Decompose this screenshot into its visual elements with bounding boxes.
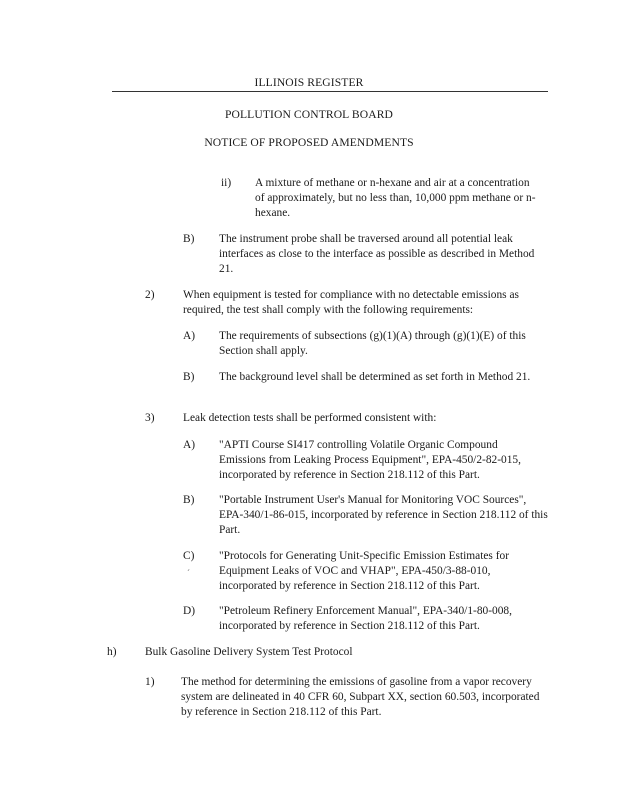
item-text-h: Bulk Gasoline Delivery System Test Protocol bbox=[145, 646, 353, 658]
item-label-h1: 1) bbox=[145, 676, 155, 688]
register-title: ILLINOIS REGISTER bbox=[254, 76, 364, 89]
item-label-h: h) bbox=[107, 646, 117, 658]
item-label-ii: ii) bbox=[221, 177, 232, 189]
item-label-3: 3) bbox=[145, 412, 155, 424]
item-text-3B: "Portable Instrument User's Manual for Monitoring VOC Sources", EPA-340/1-86-015, incorporated by reference in Section 218.112 of this Part. bbox=[219, 494, 548, 536]
item-text-2: When equipment is tested for compliance with no detectable emissions as required, the test shall comply with the following requirements: bbox=[183, 289, 519, 316]
item-label-B-probe: B) bbox=[183, 233, 195, 245]
item-label-2A: A) bbox=[183, 330, 196, 342]
stray-mark: ´ bbox=[187, 568, 190, 578]
header-rule-right bbox=[482, 91, 548, 92]
item-label-2: 2) bbox=[145, 289, 155, 301]
item-text-2B: The background level shall be determined as set forth in Method 21. bbox=[219, 371, 531, 383]
board-title: POLLUTION CONTROL BOARD bbox=[224, 108, 394, 121]
item-text-3: Leak detection tests shall be performed consistent with: bbox=[183, 412, 437, 424]
item-text-3A: "APTI Course SI417 controlling Volatile Organic Compound Emissions from Leaking Process Equipment", EPA-450/2-82-015, incorporated by reference in Section 218.112 of this Part. bbox=[219, 439, 521, 481]
item-text-B-probe: The instrument probe shall be traversed around all potential leak interfaces as close to the interface as possible as described in Method 21. bbox=[219, 233, 535, 275]
notice-title: NOTICE OF PROPOSED AMENDMENTS bbox=[204, 136, 414, 149]
item-label-3D: D) bbox=[183, 605, 196, 617]
item-label-3C: C) bbox=[183, 550, 195, 562]
item-text-3D: "Petroleum Refinery Enforcement Manual", EPA-340/1-80-008, incorporated by reference in Section 218.112 of this Part. bbox=[219, 605, 512, 632]
item-text-3C: "Protocols for Generating Unit-Specific Emission Estimates for Equipment Leaks of VOC and VHAP", EPA-450/3-88-010, incorporated by reference in Section 218.112 of this Part. bbox=[219, 550, 509, 592]
header-rule-left bbox=[112, 91, 482, 92]
item-text-ii: A mixture of methane or n-hexane and air at a concentration of approximately, but no less than, 10,000 ppm methane or n-hexane. bbox=[255, 177, 536, 219]
item-text-2A: The requirements of subsections (g)(1)(A) through (g)(1)(E) of this Section shall apply. bbox=[219, 330, 526, 357]
item-label-3B: B) bbox=[183, 494, 195, 506]
item-label-3A: A) bbox=[183, 439, 196, 451]
item-label-2B: B) bbox=[183, 371, 195, 383]
item-text-h1: The method for determining the emissions of gasoline from a vapor recovery system are delineated in 40 CFR 60, Subpart XX, section 60.503, incorporated by reference in Section 218.112 of this Part. bbox=[181, 676, 540, 718]
